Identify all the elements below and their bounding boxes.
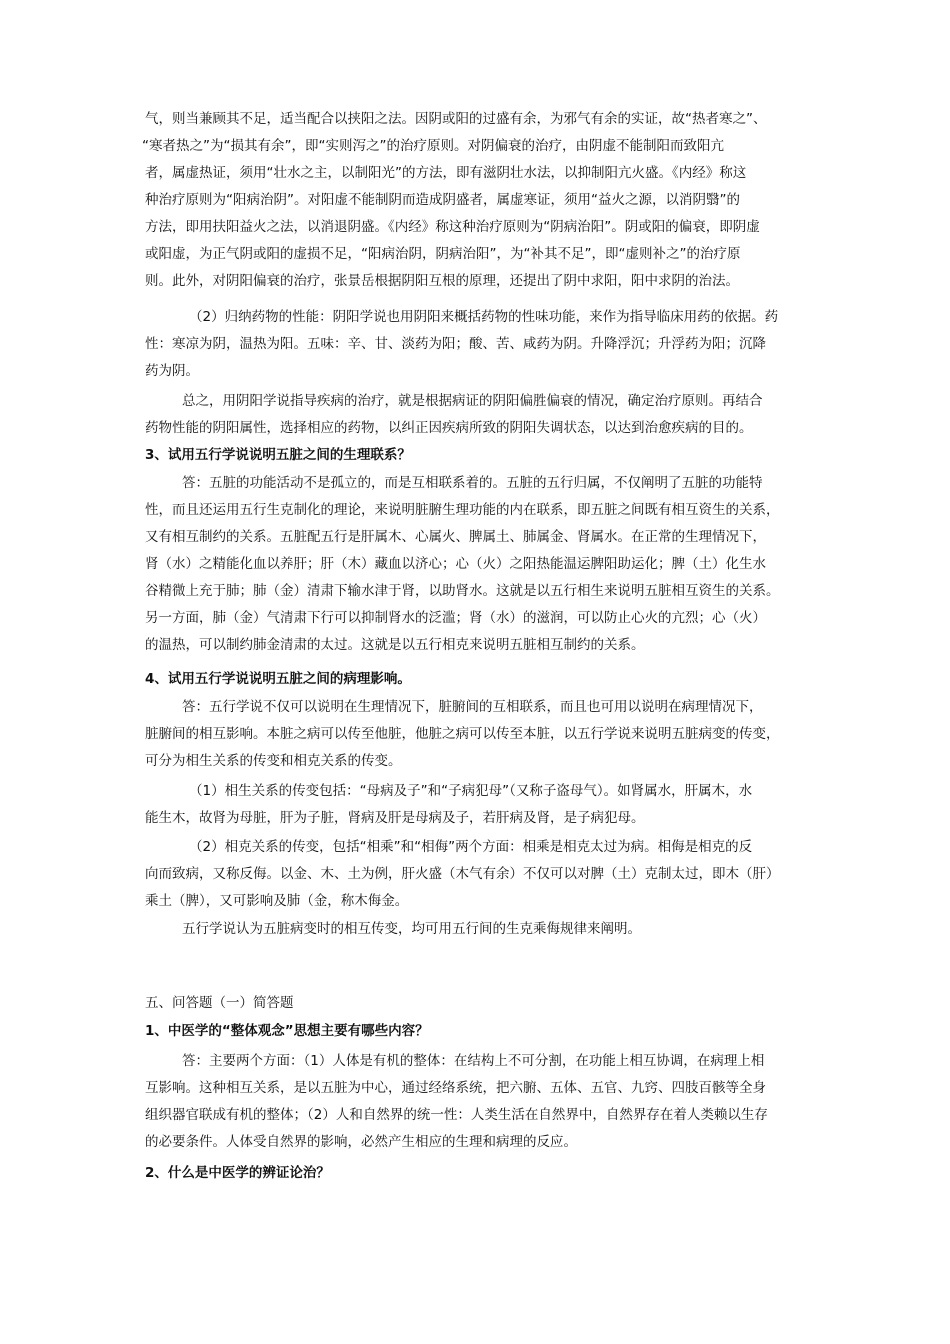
text-line: （1）相生关系的传变包括：“母病及子”和“子病犯母”（又称子盗母气）。如肾属水，肝属木，水 (189, 783, 753, 799)
paragraph-summary (145, 388, 815, 442)
answer-3 (145, 470, 815, 659)
text-line: 总之，用阴阳学说指导疾病的治疗，就是根据病证的阴阳偏胜偏衰的情况，确定治疗原则。再结合 (182, 393, 763, 409)
text-line: 则。此外，对阴阳偏衰的治疗，张景岳根据阴阳互根的原理，还提出了阴中求阳，阳中求阴的治法。 (145, 273, 739, 289)
paragraph-yin-yang-treatment (142, 106, 815, 295)
question-heading: 2、什么是中医学的辨证论治？ (145, 1165, 330, 1181)
text-line: “寒者热之”为“损其有余”，即“实则泻之”的治疗原则。对阴偏衰的治疗，由阴虚不能制阳而致阳亢 (142, 138, 724, 154)
text-line: 组织器官联成有机的整体；（2）人和自然界的统一性：人类生活在自然界中，自然界存在着人类赖以生存 (145, 1107, 768, 1123)
answer-4-part-1 (145, 778, 815, 832)
question-5-2 (145, 1160, 815, 1187)
text-line: 者，属虚热证，须用“壮水之主，以制阳光”的方法，即有滋阴壮水法，以抑制阳亢火盛。《内经》称这 (145, 165, 747, 181)
answer-4-part-2 (145, 834, 815, 915)
text-line: 的必要条件。人体受自然界的影响，必然产生相应的生理和病理的反应。 (145, 1134, 577, 1150)
question-5-1 (145, 1018, 815, 1045)
text-line: 答：主要两个方面：（1）人体是有机的整体：在结构上不可分割，在功能上相互协调，在病理上相 (182, 1053, 765, 1069)
text-line: 向而致病，又称反侮。以金、木、土为例，肝火盛（木气有余）不仅可以对脾（土）克制太过，即木（肝） (145, 866, 780, 882)
text-line: 脏腑间的相互影响。本脏之病可以传至他脏，他脏之病可以传至本脏，以五行学说来说明五脏病变的传变， (145, 726, 780, 742)
text-line: 性：寒凉为阴，温热为阳。五味：辛、甘、淡药为阳；酸、苦、咸药为阴。升降浮沉；升浮药为阳；沉降 (145, 336, 766, 352)
text-line: 药为阴。 (145, 363, 199, 379)
text-line: 肾（水）之精能化血以养肝；肝（木）藏血以济心；心（火）之阳热能温运脾阳助运化；脾（土）化生水 (145, 556, 766, 572)
question-3 (145, 442, 815, 469)
text-line: 种治疗原则为“阳病治阴”。对阳虚不能制阴而造成阴盛者，属虚寒证，须用“益火之源，以消阴翳”的 (145, 192, 740, 208)
text-line: 药物性能的阴阳属性，选择相应的药物，以纠正因疾病所致的阴阳失调状态，以达到治愈疾病的目的。 (145, 420, 753, 436)
question-heading: 1、中医学的“整体观念”思想主要有哪些内容？ (145, 1023, 429, 1039)
text-line: 能生木，故肾为母脏，肝为子脏，肾病及肝是母病及子，若肝病及肾，是子病犯母。 (145, 810, 645, 826)
text-line: 又有相互制约的关系。五脏配五行是肝属木、心属火、脾属土、肺属金、肾属水。在正常的生理情况下， (145, 529, 766, 545)
text-line: 方法，即用扶阳益火之法，以消退阴盛。《内经》称这种治疗原则为“阴病治阳”。阴或阳的偏衰，即阴虚 (145, 219, 760, 235)
section-title: 五、问答题（一）简答题 (145, 995, 294, 1011)
answer-4-conclusion (145, 916, 815, 943)
text-line: 乘土（脾），又可影响及肺（金，称木侮金。 (145, 893, 409, 909)
text-line: 互影响。这种相互关系，是以五脏为中心，通过经络系统，把六腑、五体、五官、九窍、四肢百骸等全身 (145, 1080, 766, 1096)
text-line: 另一方面，肺（金）气清肃下行可以抑制肾水的泛滥；肾（水）的滋润，可以防止心火的亢烈；心（火） (145, 610, 766, 626)
text-line: 的温热，可以制约肺金清肃的太过。这就是以五行相克来说明五脏相互制约的关系。 (145, 637, 645, 653)
paragraph-drug-properties (145, 304, 815, 385)
text-line: 答：五行学说不仅可以说明在生理情况下，脏腑间的互相联系，而且也可用以说明在病理情况下， (182, 699, 763, 715)
text-line: 或阳虚，为正气阴或阳的虚损不足，“阳病治阴，阴病治阳”，为“补其不足”，即“虚则补之”的治疗原 (145, 246, 741, 262)
text-line: 谷精微上充于肺；肺（金）清肃下输水津于肾，以助肾水。这就是以五行相生来说明五脏相互资生的关系。 (145, 583, 780, 599)
text-line: （2）归纳药物的性能：阴阳学说也用阴阳来概括药物的性味功能，来作为指导临床用药的依据。药 (189, 309, 779, 325)
text-line: 气，则当兼顾其不足，适当配合以挟阳之法。因阴或阳的过盛有余，为邪气有余的实证，故“热者寒之”、 (145, 111, 767, 127)
text-line: 性，而且还运用五行生克制化的理论，来说明脏腑生理功能的内在联系，即五脏之间既有相互资生的关系， (145, 502, 780, 518)
text-line: 答：五脏的功能活动不是孤立的，而是互相联系着的。五脏的五行归属，不仅阐明了五脏的功能特 (182, 475, 763, 491)
text-line: （2）相克关系的传变，包括“相乘”和“相侮”两个方面：相乘是相克太过为病。相侮是相克的反 (189, 839, 753, 855)
answer-5-1 (145, 1048, 815, 1156)
text-line: 可分为相生关系的传变和相克关系的传变。 (145, 753, 402, 769)
text-line: 五行学说认为五脏病变时的相互传变，均可用五行间的生克乘侮规律来阐明。 (182, 921, 641, 937)
section-5-heading (145, 990, 815, 1017)
question-heading: 4、试用五行学说说明五脏之间的病理影响。 (145, 671, 411, 687)
question-heading: 3、试用五行学说说明五脏之间的生理联系？ (145, 447, 411, 463)
question-4 (145, 666, 815, 693)
answer-4 (145, 694, 815, 775)
